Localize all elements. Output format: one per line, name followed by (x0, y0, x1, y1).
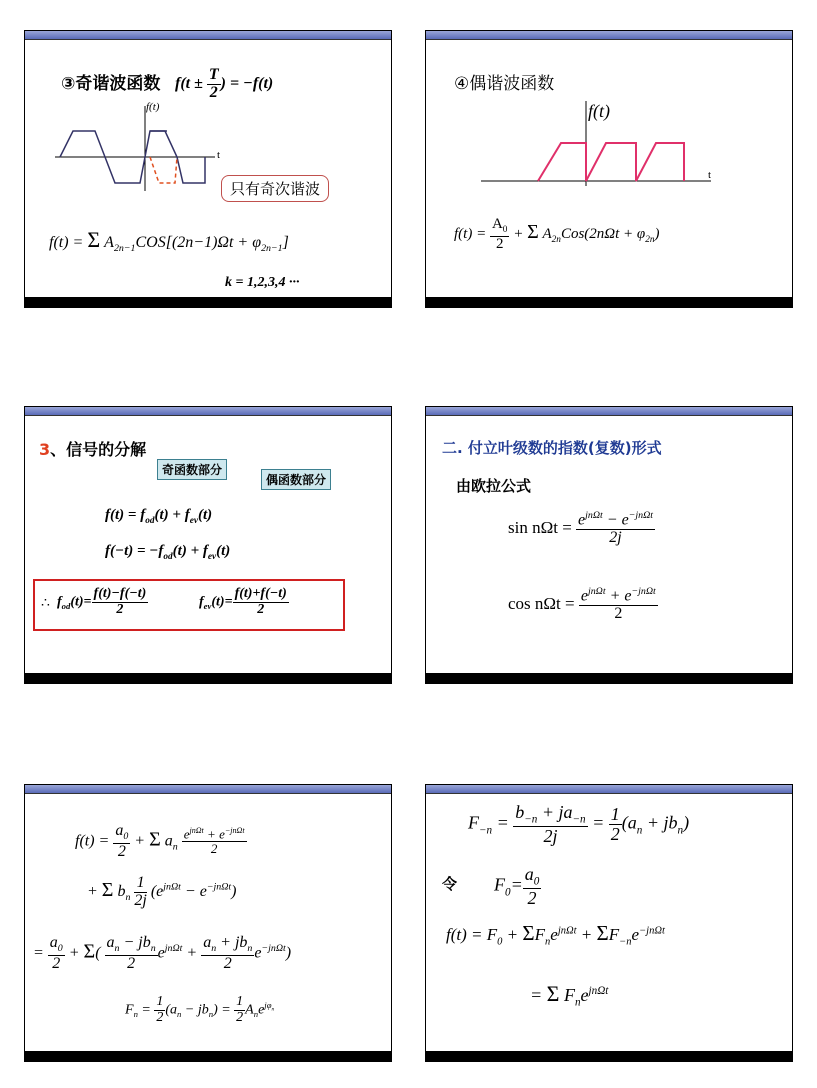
odd-part-formula: $f_{od}(t)=$ $\frac{f(t)-f(-t)}{2}$ (57, 586, 147, 617)
slide-header-bar (426, 407, 792, 416)
axis-y-label: f(t) (146, 101, 160, 113)
deriv-line1: f(t) = $\frac{a_0}{2}$ + Σ $a_n$ $\frac{e^{jn\Omega t} + e^{-jn\Omega t}}{2}$ (75, 822, 245, 860)
slide-complex-form (425, 406, 793, 684)
even-part-formula: $f_{ev}(t)=$ $\frac{f(t)+f(-t)}{2}$ (199, 586, 287, 617)
slide-title: ③奇谐波函数 (61, 74, 161, 94)
axis-x-label: t (217, 149, 221, 161)
euler-subtitle: 由欧拉公式 (456, 477, 532, 495)
odd-series-formula: f(t) = Σ $A_{2n-1}COS[(2n-1)\Omega t + \varphi_{2n-1}]$ (49, 227, 289, 255)
therefore-symbol: ∴ (41, 596, 50, 611)
slide-exponential-result (425, 784, 793, 1062)
result-line3: $f(t) = F_0 + \Sigma F_ne^{jn\Omega t} + \Sigma F_{-n}e^{-jn\Omega t}$ (446, 921, 665, 948)
deriv-line3: = $\frac{a_0}{2}$ + Σ( $\frac{a_n - jb_n}{2}$ $e^{jn\Omega t}$ + $\frac{a_n + jb_n}{2}$ $e^{-jn\Omega t}$) (33, 934, 292, 972)
axis-x-label: t (708, 169, 712, 181)
slide-footer-bar (425, 673, 793, 684)
even-part-label: 偶函数部分 (261, 469, 331, 490)
slide-header-bar (426, 785, 792, 794)
result-box (33, 579, 345, 631)
slide-signal-decomposition (24, 406, 392, 684)
decomp-eq2: $f(-t) = -f_{od}(t) + f_{ev}(t)$ (105, 543, 231, 562)
slide-footer-bar (24, 673, 392, 684)
slide-footer-bar (24, 297, 392, 308)
result-line4: = Σ $F_ne^{jn\Omega t}$ (530, 981, 609, 1009)
k-values-note: k = 1,2,3,4 ··· (225, 275, 300, 290)
even-series-formula: f(t) = $\frac{A_0}{2}$ + Σ $A_{2n}Cos(2n\Omega t + \varphi_{2n})$ (454, 216, 660, 252)
slide-footer-bar (24, 1051, 392, 1062)
slide-title: 3、信号的分解 (39, 440, 147, 459)
let-symbol: 令 (442, 875, 458, 893)
slide-exponential-derivation (24, 784, 392, 1062)
result-line2: $F_0=$ $\frac{a_0}{2}$ (494, 864, 540, 909)
slide-footer-bar (425, 297, 793, 308)
callout-odd-harmonics: 只有奇次谐波 (221, 175, 329, 202)
odd-condition: f(t ± $\frac{T}{2}$ ) = −f(t) (175, 66, 274, 101)
slide-odd-harmonic (24, 30, 392, 308)
slide-header-bar (25, 785, 391, 794)
decomp-eq1: $f(t) = f_{od}(t) + f_{ev}(t)$ (105, 507, 213, 526)
slide-title: ④偶谐波函数 (454, 74, 555, 94)
odd-part-label: 奇函数部分 (157, 459, 227, 480)
slide-footer-bar (425, 1051, 793, 1062)
deriv-line2: + Σ $b_n$ $\frac{1}{2j}$ $(e^{jn\Omega t} - e^{-jn\Omega t})$ (87, 874, 237, 909)
deriv-line4: $F_n$ = $\frac{1}{2}$ $(a_n - jb_n)$ = $\frac{1}{2}$ $A_ne^{j\varphi_n}$ (125, 994, 275, 1025)
slide-header-bar (25, 31, 391, 40)
slide-header-bar (25, 407, 391, 416)
slide-even-harmonic (425, 30, 793, 308)
slide-title: 二. 付立叶级数的指数(复数)形式 (442, 439, 662, 457)
result-line1: $F_{-n}$ = $\frac{b_{-n} + ja_{-n}}{2j}$ = $\frac{1}{2}$ $(a_n + jb_n)$ (468, 802, 690, 847)
axis-y-label: f(t) (588, 101, 610, 121)
slide-header-bar (426, 31, 792, 40)
euler-cos: cos nΩt = $\frac{e^{jn\Omega t} + e^{-jn\Omega t}}{2}$ (508, 586, 656, 623)
euler-sin: sin nΩt = $\frac{e^{jn\Omega t} - e^{-jn\Omega t}}{2j}$ (508, 510, 653, 547)
